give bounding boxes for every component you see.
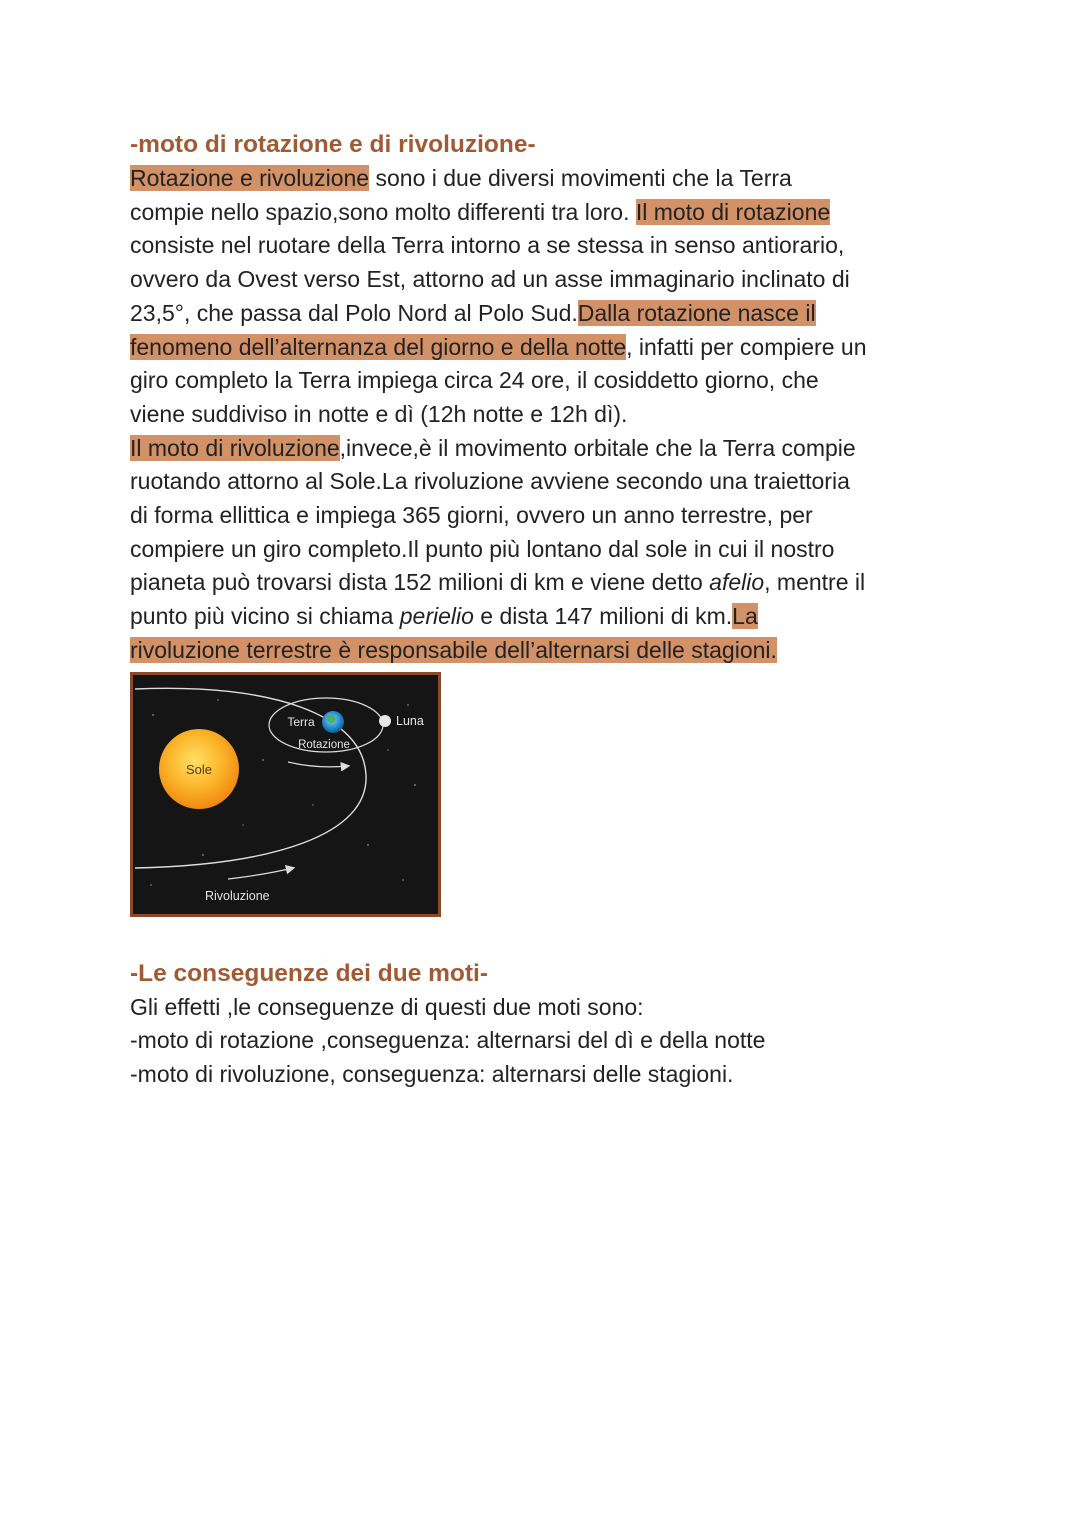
text-run: pianeta può trovarsi dista 152 milioni di km e viene detto	[130, 569, 710, 596]
text-line	[130, 432, 960, 466]
text-line	[130, 499, 960, 533]
revolution-label: Rivoluzione	[205, 888, 270, 903]
moon-icon	[379, 715, 391, 727]
text-run: , infatti per compiere un	[626, 333, 867, 360]
text-line	[130, 533, 960, 567]
text-line: -moto di rotazione ,conseguenza: alternarsi del dì e della notte	[130, 1027, 766, 1054]
italic-term: afelio	[709, 569, 765, 596]
text-line	[130, 229, 960, 263]
sun-label: Sole	[185, 761, 213, 777]
text-line	[130, 465, 960, 499]
consequences-section	[130, 957, 960, 1092]
highlighted-text: Dalla rotazione nasce il	[577, 299, 816, 326]
text-run: viene suddiviso in notte e dì (12h notte e 12h dì).	[130, 400, 628, 427]
text-run: ovvero da Ovest verso Est, attorno ad un asse immaginario inclinato di	[130, 266, 850, 293]
text-run: sono i due diversi movimenti che la Terra	[369, 165, 792, 191]
highlighted-text: rivoluzione terrestre è responsabile dell’alternarsi delle stagioni.	[130, 636, 777, 663]
solar-system-diagram	[130, 672, 441, 917]
rotation-label: Rotazione	[298, 738, 350, 751]
text-line	[130, 600, 960, 634]
highlighted-text: Il moto di rivoluzione	[130, 434, 340, 461]
highlighted-text: Il moto di rotazione	[635, 198, 831, 225]
diagram-illustration	[133, 675, 438, 914]
text-run: di forma ellittica e impiega 365 giorni, ovvero un anno terrestre, per	[130, 502, 813, 529]
revolution-arrow	[228, 868, 293, 879]
paragraph-rotation-revolution	[130, 162, 960, 668]
text-line	[130, 196, 960, 230]
text-line: -moto di rivoluzione, conseguenza: alternarsi delle stagioni.	[130, 1060, 734, 1087]
section-heading-motion: -moto di rotazione e di rivoluzione-	[130, 131, 536, 158]
text-run: , mentre il	[764, 569, 866, 596]
text-line	[130, 162, 960, 196]
text-run: giro completo la Terra impiega circa 24 ore, il cosiddetto giorno, che	[130, 367, 819, 394]
highlighted-text: fenomeno dell’alternanza del giorno e della notte	[130, 333, 627, 360]
highlighted-text: La	[732, 603, 758, 630]
rotation-arrow	[288, 762, 348, 767]
text-run: consiste nel ruotare della Terra intorno a se stessa in senso antiorario,	[130, 232, 845, 259]
highlighted-text: Rotazione e rivoluzione	[130, 165, 370, 191]
text-run: compiere un giro completo.Il punto più lontano dal sole in cui il nostro	[130, 535, 835, 562]
text-run: compie nello spazio,sono molto differenti tra loro.	[130, 198, 636, 225]
text-run: 23,5°, che passa dal Polo Nord al Polo Sud.	[130, 299, 578, 326]
text-run: ruotando attorno al Sole.La rivoluzione avviene secondo una traiettoria	[130, 468, 850, 495]
moon-label: Luna	[396, 713, 424, 728]
text-run: ,invece,è il movimento orbitale che la Terra compie	[339, 434, 856, 461]
text-line	[130, 263, 960, 297]
text-run: punto più vicino si chiama	[130, 603, 400, 630]
text-line	[130, 331, 960, 365]
text-line	[130, 297, 960, 331]
text-run: e dista 147 milioni di km.	[473, 603, 733, 630]
text-line	[130, 634, 960, 668]
text-line: Gli effetti ,le conseguenze di questi due moti sono:	[130, 993, 644, 1020]
text-line	[130, 364, 960, 398]
document-page	[130, 128, 960, 1092]
paragraph-consequences	[130, 991, 960, 1092]
text-line	[130, 398, 960, 432]
earth-label: Terra	[287, 714, 315, 729]
section-heading-consequences: -Le conseguenze dei due moti-	[130, 959, 489, 987]
italic-term: perielio	[399, 603, 474, 630]
text-line	[130, 566, 960, 600]
